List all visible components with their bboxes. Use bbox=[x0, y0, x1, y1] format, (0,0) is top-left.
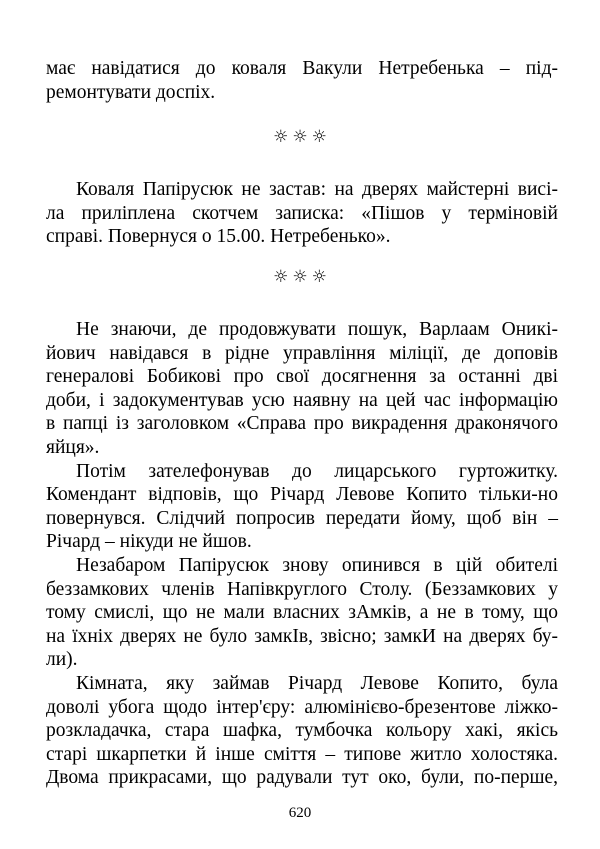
text-line: Комендант відповів, що Річард Левове Копито тільки-но bbox=[46, 484, 558, 506]
text-line: Двома прикрасами, що радували тут око, були, по-перше, bbox=[46, 767, 558, 789]
text-line: має навідатися до коваля Вакули Нетребенька – під- bbox=[46, 58, 558, 79]
text-line: розкладачка, стара шафка, тумбочка кольору хакі, якісь bbox=[46, 720, 558, 742]
text-line: яйця». bbox=[46, 436, 100, 458]
text-line: ла приліплена скотчем записка: «Пішов у терміновій bbox=[46, 202, 558, 224]
paragraph-1 bbox=[46, 57, 558, 104]
text-line: беззамкових членів Напівкруглого Столу. (Беззамкових у bbox=[46, 578, 558, 600]
section-separator: ☼☼☼ bbox=[273, 267, 331, 287]
text-line: старі шкарпетки й інше сміття – типове житло холостяка. bbox=[46, 743, 558, 765]
text-line: повернувся. Слідчий попросив передати йому, щоб він – bbox=[46, 507, 558, 529]
text-line: Кімната, яку займав Річард Левове Копито, була bbox=[76, 672, 558, 694]
text-line: на їхніх дверях не було замкІв, звісно; замкИ на дверях бу- bbox=[46, 625, 558, 647]
text-line: Коваля Папірусюк не застав: на дверях майстерні висі- bbox=[76, 179, 558, 200]
text-line: Потім зателефонував до лицарського гуртожитку. bbox=[76, 460, 558, 482]
page-number: 620 bbox=[288, 805, 312, 821]
paragraph-2 bbox=[46, 178, 558, 249]
text-line: йович навідався в рідне управління міліції, де доповів bbox=[46, 342, 558, 364]
text-line: Незабаром Папірусюк знову опинився в цій обителі bbox=[76, 554, 558, 576]
text-line: ремонтувати доспіх. bbox=[46, 81, 216, 103]
section-separator: ☼☼☼ bbox=[273, 127, 331, 147]
paragraph-3 bbox=[46, 318, 558, 790]
text-line: Річард – нікуди не йшов. bbox=[46, 531, 252, 553]
text-line: доби, і задокументував усю наявну на цей час інформацію bbox=[46, 389, 558, 411]
text-line: доволі убога щодо інтер'єру: алюмінієво-брезентове ліжко- bbox=[46, 696, 558, 718]
text-line: тому смислі, що не мали власних зАмків, а не в тому, що bbox=[46, 602, 558, 624]
text-line: справі. Повернуся о 15.00. Нетребенько». bbox=[46, 226, 391, 248]
text-line: генералові Бобикові про свої досягнення за останні дві bbox=[46, 366, 558, 388]
text-line: ли). bbox=[46, 649, 78, 671]
text-line: Не знаючи, де продовжувати пошук, Варлаам Оникі- bbox=[76, 319, 558, 340]
text-line: в папці із заголовком «Справа про викрадення драконячого bbox=[46, 413, 558, 435]
